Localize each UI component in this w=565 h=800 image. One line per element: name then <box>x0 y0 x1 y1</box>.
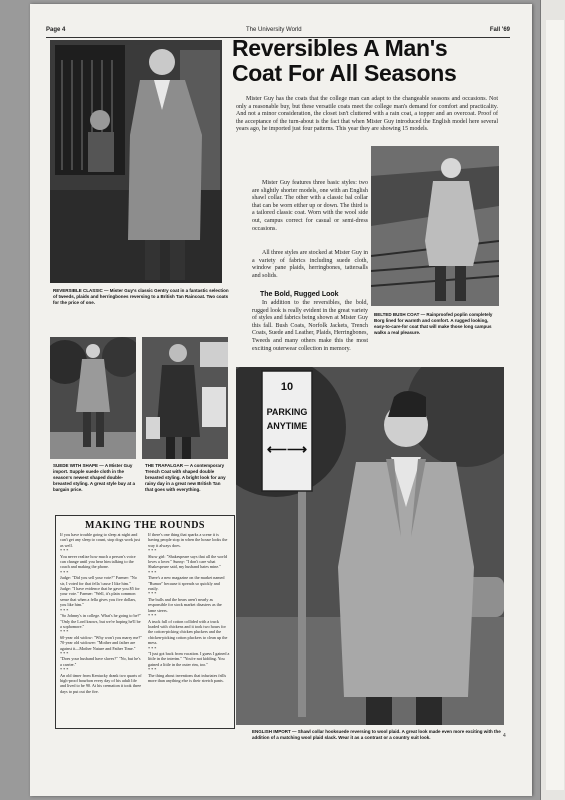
article-intro-top <box>236 96 498 134</box>
title-line-1: Reversibles A Man's <box>232 35 448 61</box>
article-intro: Mister Guy has the coats that the college man can adapt to the changeable seasons and occasions. Not only a reasonable buy, but these versatile coats meet the college man's demand for comfort and practicality. And not a minor consideration, the closet isn't cluttered with a rain coat, a topper and an overcoat. Proof of the acceptance of the turn-about is the fact that when Mister Guy introduced the English model here several years ago, he imported just four patterns. This year they are showing 15 models. <box>236 96 498 133</box>
title-line-2: Coat For All Seasons <box>232 60 457 86</box>
sign-line-1: PARKING <box>266 407 308 417</box>
making-the-rounds-box <box>55 515 235 729</box>
issue-date: Fall '69 <box>489 27 510 33</box>
article-subhead: The Bold, Rugged Look <box>260 291 339 298</box>
photo-suede-with-shape <box>50 337 136 459</box>
article-para-2: Mister Guy features three basic styles: two are slightly shorter models, one with an English shawl collar. The other with a classic bal collar that can be worn either up or down. The third is a tailored classic coat. Worn with the wool side out, campus correct for casual or semi-dress occasions. <box>252 180 368 232</box>
sign-arrow-icon: ⟵⟶ <box>266 441 308 457</box>
rounds-title: MAKING THE ROUNDS <box>85 520 205 531</box>
rounds-left-column: If you have trouble going to sleep at night and can't get any sleep to count, stop dogs work just as well. * * * You never realize how much a person's voice can change until you hear him talking to the coach and making the phone. * * * Judge: "Did you sell your vote?" Farmer: "No sir, I voted for that fella 'cause I like him." Judge: "I have evidence that he gave you $5 for your vote." Farmer: "Well, it's plain common sense that when a fella gives you five dollars, you like him." * * * "So Johnny's in college. What's he going to be?" "Only the Lord knows, but we're hoping he'll be a sophomore." * * * 60-year old widow: "Why won't you marry me?" 70-year old widower: "Mother and father are against it—Mother Nature and Father Time." * * * "Does your husband have slaves?" "No, but he's a carrier." * * * An old timer from Kentucky drank two quarts of high-proof bourbon every day of his adult life and lived to be 90. At his cremation it took three days to put out the fire. <box>60 532 142 694</box>
photo-trafalgar <box>142 337 228 459</box>
caption-reversible-classic: REVERSIBLE CLASSIC — Mister Guy's classic Gentry coat in a fantastic selection of tweeds, plaids and herringbones reversing to a British Tan Raincoat. Two coats for the price of one. <box>53 288 229 305</box>
article-para-4: In addition to the reversibles, the bold, rugged look is really evident in the great variety of styles and fabrics being shown at Mister Guy this fall. Bush Coats, Norfolk Jackets, Trench Coats, Suede and Leather, Plaids, Herringbones, Tweeds and many others make this the most exciting outerwear collection in memory. <box>252 300 368 352</box>
photo-reversible-classic <box>50 40 222 283</box>
page-number: Page 4 <box>46 27 66 33</box>
next-page-edge <box>540 0 565 800</box>
rounds-right-column: If there's one thing that sparks a scene it is having people stop in when the house looks the way it always does. * * * Show girl: "Shakespeare says that all the world loves a lover." Sunny: "I don't care what Shakespeare said, my husband hates mine." * * * There's a new magazine on the market named "Rumor" because it spreads so quickly and easily. * * * The bulls and the bears aren't nearly as responsible for stock market disasters as the lame steers. * * * A truck full of cotton collided with a truck loaded with chickens and it took two hours for the cotton-picking chicken pluckers and the chicken-picking cotton pluckers to clean up the mess. * * * "I just got back from vacation. I guess I gained a little in the interim." "You're not kidding. You gained a little in the outer rim, too." * * * The thing about inventions that infuriates frills more than anything else is their stretch pants. <box>148 532 230 683</box>
article-para-3: All three styles are stocked at Mister Guy in a variety of fabrics including suede cloth, window pane plaids, herringbones, tattersalls and solids. <box>252 250 368 279</box>
photo-belted-bush-coat <box>371 146 499 306</box>
folio-number: 4 <box>503 733 506 739</box>
parking-sign <box>262 371 312 491</box>
caption-trafalgar: THE TRAFALGAR — A contemporary Trench Coat with shaped double breasted styling. A bright look for any rainy day in a great new British Tan that goes with everything. <box>145 463 226 492</box>
page-title <box>232 36 500 86</box>
sign-line-2: ANYTIME <box>266 421 308 431</box>
publication-name: The University World <box>246 27 302 33</box>
sign-number: 10 <box>280 381 294 393</box>
caption-belted-bush-coat: BELTED BUSH COAT — Rainproofed poplin completely Borg lined for warmth and comfort. A rugged looking, easy-to-care-for coat that will make those long campus walks a real pleasure. <box>374 312 493 335</box>
caption-english-import: ENGLISH IMPORT — Shawl collar hooksuede reversing to wool plaid. A great look made even more exciting with the addition of a matching wool plaid slack. Wear it as a contrast or a country suit look. <box>252 729 501 740</box>
caption-suede-with-shape: SUEDE WITH SHAPE — A Mister Guy import. Supple suede cloth in the season's newest shaped double-breasted styling. A great style buy at a bargain price. <box>53 463 135 492</box>
